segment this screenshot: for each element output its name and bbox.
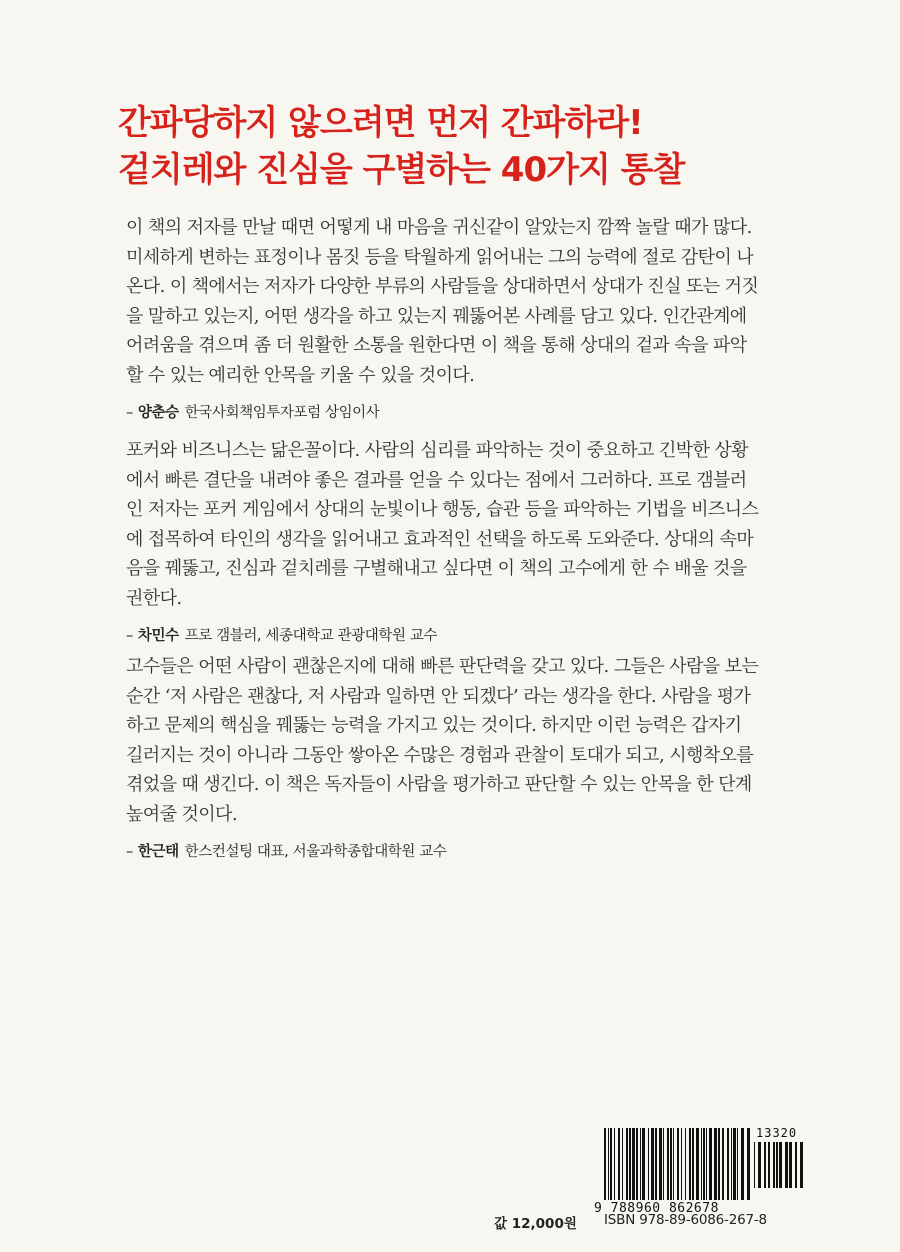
endorser-title: 한스컨설팅 대표, 서울과학종합대학원 교수 xyxy=(184,843,447,860)
paragraph-line: 하고 문제의 핵심을 꿰뚫는 능력을 가지고 있는 것이다. 하지만 이런 능력은 갑자기 xyxy=(126,715,742,737)
paragraph-line: 겪었을 때 생긴다. 이 책은 독자들이 사람을 평가하고 판단할 수 있는 안목을 한 단계 xyxy=(126,774,752,796)
barcode-bar xyxy=(632,1128,635,1200)
barcode-bar xyxy=(768,1142,770,1188)
endorsement-block xyxy=(126,436,786,645)
barcode-bar xyxy=(718,1128,720,1200)
barcode-bar xyxy=(608,1128,609,1200)
endorser-title: 프로 갬블러, 세종대학교 관광대학원 교수 xyxy=(184,627,438,644)
endorsement-block xyxy=(126,213,786,422)
barcode-bar xyxy=(659,1128,662,1200)
endorser-name: 한근태 xyxy=(137,843,179,860)
barcode-bar xyxy=(789,1142,792,1188)
endorser-name: 양춘승 xyxy=(137,404,179,421)
barcode-bar xyxy=(795,1142,797,1188)
barcode-bar xyxy=(629,1128,631,1200)
barcode-bar xyxy=(673,1128,674,1200)
headline-line-1: 간파당하지 않으려면 먼저 간파하라! xyxy=(118,103,643,143)
barcode-bar xyxy=(622,1128,623,1200)
barcode-bar xyxy=(709,1128,712,1200)
paragraph-line: 에서 빠른 결단을 내려야 좋은 결과를 얻을 수 있다는 점에서 그러하다. 프로 갬블러 xyxy=(126,469,747,491)
paragraph-line: 이 책의 저자를 만날 때면 어떻게 내 마음을 귀신같이 알았는지 깜짝 놀랄 때가 많다. xyxy=(126,217,752,238)
price: 값 12,000원 xyxy=(494,1216,577,1232)
price-row xyxy=(480,1212,810,1234)
paragraph-line: 을 말하고 있는지, 어떤 생각을 하고 있는지 꿰뚫어본 사례를 담고 있다. 인간관계에 xyxy=(126,305,747,327)
endorser-credit xyxy=(126,840,786,861)
barcode-bar xyxy=(670,1128,672,1200)
barcode-bar xyxy=(733,1128,736,1200)
endorser-title: 한국사회책임투자포럼 상임이사 xyxy=(184,404,380,421)
paragraph-line: 순간 ‘저 사람은 괜찮다, 저 사람과 일하면 안 되겠다’ 라는 생각을 한다. 사람을 평가 xyxy=(126,685,751,707)
barcode-bar xyxy=(677,1128,679,1200)
paragraph-line: 음을 꿰뚫고, 진심과 겉치레를 구별해내고 싶다면 이 책의 고수에게 한 수 배울 것을 xyxy=(126,558,747,580)
barcode-bar xyxy=(663,1128,664,1200)
credit-dash: – xyxy=(126,404,133,421)
barcode-bar xyxy=(667,1128,669,1200)
paragraph-line: 고수들은 어떤 사람이 괜찮은지에 대해 빠른 판단력을 갖고 있다. 그들은 사람을 보는 xyxy=(126,656,759,677)
endorsement-paragraph xyxy=(126,436,786,614)
paragraph-line: 길러지는 것이 아니라 그동안 쌓아온 수많은 경험과 관찰이 토대가 되고, 시행착오를 xyxy=(126,744,754,766)
barcode-bar xyxy=(714,1128,717,1200)
paragraph-line: 온다. 이 책에서는 저자가 다양한 부류의 사람들을 상대하면서 상대가 진실 또는 거짓 xyxy=(126,276,759,298)
barcode-bar xyxy=(754,1142,755,1188)
barcode-bar xyxy=(655,1128,657,1200)
barcode-bar xyxy=(614,1128,615,1200)
barcode-bar xyxy=(764,1142,766,1188)
barcode-bar xyxy=(776,1142,778,1188)
endorser-credit xyxy=(126,624,786,645)
paragraph-line: 어려움을 겪으며 좀 더 원활한 소통을 원한다면 이 책을 통해 상대의 겉과 속을 파악 xyxy=(126,335,747,357)
barcode-bar xyxy=(685,1128,686,1200)
addon-bars xyxy=(754,1142,806,1188)
endorser-credit xyxy=(126,401,786,422)
barcode-bar xyxy=(604,1128,606,1200)
credit-dash: – xyxy=(126,843,133,860)
barcode-bar xyxy=(706,1128,707,1200)
barcode-bar xyxy=(727,1128,729,1200)
barcode-bars xyxy=(604,1128,752,1200)
barcode-bar xyxy=(651,1128,654,1200)
barcode-bar xyxy=(741,1128,744,1200)
paragraph-line: 포커와 비즈니스는 닮은꼴이다. 사람의 심리를 파악하는 것이 중요하고 긴박한 상황 xyxy=(126,440,749,461)
barcode-bar xyxy=(610,1128,612,1200)
endorsement-paragraph xyxy=(126,652,786,830)
barcode-bar xyxy=(692,1128,694,1200)
addon-number: 13320 xyxy=(756,1126,798,1140)
barcode-bar xyxy=(640,1128,641,1200)
headline xyxy=(118,100,818,194)
isbn-number: ISBN 978-89-6086-267-8 xyxy=(604,1212,767,1228)
barcode-bar xyxy=(626,1128,628,1200)
barcode-bar xyxy=(696,1128,699,1200)
barcode-bar xyxy=(747,1128,750,1200)
barcode-bar xyxy=(773,1142,775,1188)
barcode-bar xyxy=(703,1128,705,1200)
endorser-name: 차민수 xyxy=(137,627,179,644)
endorsement-paragraph xyxy=(126,213,786,391)
addon-barcode xyxy=(754,1128,810,1188)
endorsement-block xyxy=(126,652,786,861)
barcode-bar xyxy=(722,1128,724,1200)
barcode-bar xyxy=(636,1128,638,1200)
barcode-bar xyxy=(758,1142,761,1188)
barcode-bar xyxy=(618,1128,620,1200)
barcode-digits: 9 788960 862678 xyxy=(594,1201,719,1216)
barcode-bar xyxy=(779,1142,782,1188)
paragraph-line: 에 접목하여 타인의 생각을 읽어내고 효과적인 선택을 하도록 도와준다. 상대의 속마 xyxy=(126,528,754,550)
paragraph-line: 미세하게 변하는 표정이나 몸짓 등을 탁월하게 읽어내는 그의 능력에 절로 감탄이 나 xyxy=(126,246,754,268)
headline-line-2: 겉치레와 진심을 구별하는 40가지 통찰 xyxy=(118,150,685,190)
barcode-bar xyxy=(681,1128,682,1200)
barcode-bar xyxy=(642,1128,645,1200)
barcode-bar xyxy=(800,1142,803,1188)
paragraph-line: 할 수 있는 예리한 안목을 키울 수 있을 것이다. xyxy=(126,364,475,386)
paragraph-line: 높여줄 것이다. xyxy=(126,803,237,825)
paragraph-line: 권한다. xyxy=(126,587,182,609)
barcode-bar xyxy=(648,1128,649,1200)
paragraph-line: 인 저자는 포커 게임에서 상대의 눈빛이나 행동, 습관 등을 파악하는 기법을 비즈니스 xyxy=(126,499,759,521)
barcode-bar xyxy=(701,1128,702,1200)
barcode-bar xyxy=(731,1128,732,1200)
barcode-bar xyxy=(737,1128,738,1200)
barcode-bar xyxy=(689,1128,691,1200)
barcode-bar xyxy=(785,1142,788,1188)
credit-dash: – xyxy=(126,627,133,644)
